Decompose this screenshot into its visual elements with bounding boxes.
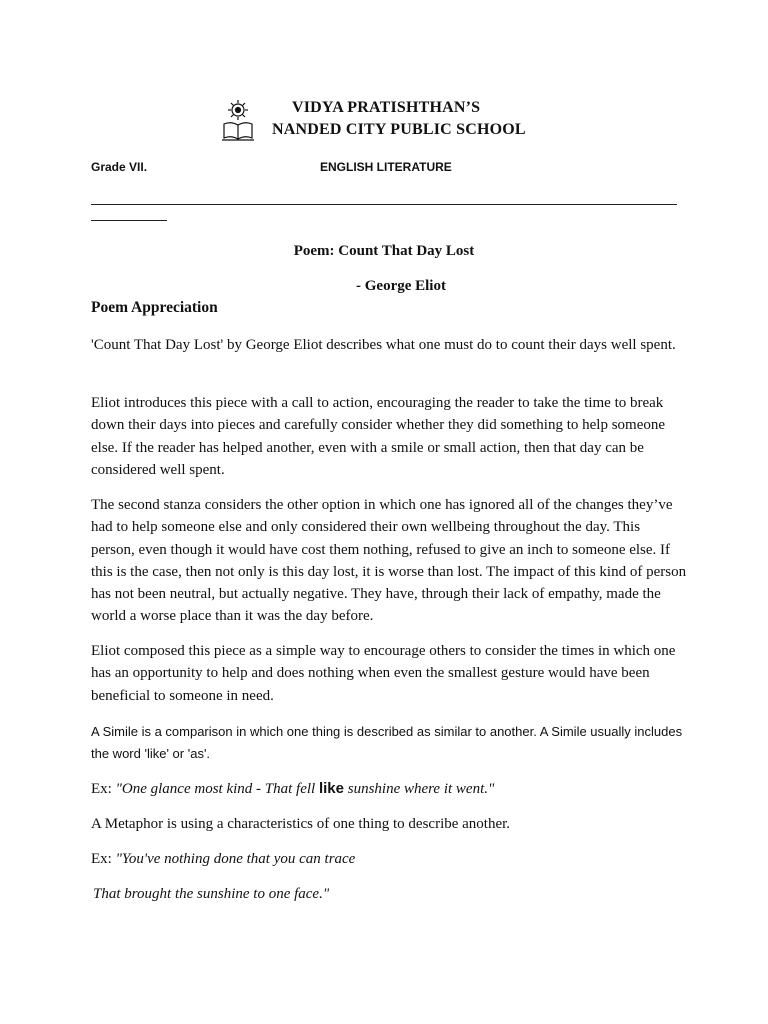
metaphor-example-text1: "You've nothing done that you can trace [115,851,356,867]
simile-example-part1: "One glance most kind - That fell [115,781,319,797]
school-name-line1: VIDYA PRATISHTHAN’S [292,99,481,116]
simile-example-part2: sunshine where it went." [343,781,495,797]
simile-example-prefix: Ex: [91,781,116,797]
school-name-block [272,98,526,142]
subject-label: ENGLISH LITERATURE [320,160,452,174]
school-emblem-icon [218,98,258,144]
school-header [218,98,526,144]
poem-author: - George Eliot [356,278,446,294]
divider-line-tail [91,220,167,221]
poem-title: Poem: Count That Day Lost [293,243,475,259]
simile-example-like: like [318,780,344,797]
simile-definition: A Simile is a comparison in which one thing is described as similar to another. A Simile usually includes the word 'like' or 'as'. [91,724,683,761]
divider-line [91,204,677,205]
paragraph-first-stanza: Eliot introduces this piece with a call to action, encouraging the reader to take the time to break down their days into pieces and carefully consider whether they did something to help someone else. If the reader has helped another, even with a smile or small action, then that day can be considered well spent. [91,395,666,478]
metaphor-example-prefix: Ex: [91,851,116,867]
paragraph-second-stanza: The second stanza considers the other option in which one has ignored all of the changes they’ve had to help someone else and only considered their own wellbeing throughout the day. This person, even though it would have cost them nothing, refused to give an inch to someone else. If this is the case, then not only is this day lost, it is worse than lost. The impact of this kind of person has not been neutral, but actually negative. They have, through their lack of empathy, made the world a worse place than it was the day before. [91,497,687,625]
paragraph-intro: 'Count That Day Lost' by George Eliot describes what one must do to count their days well spent. [91,337,676,353]
metaphor-definition: A Metaphor is using a characteristics of one thing to describe another. [91,816,511,832]
metaphor-example-line2: That brought the sunshine to one face." [93,886,330,902]
metaphor-example-line1 [91,851,355,868]
paragraph-conclusion: Eliot composed this piece as a simple way to encourage others to consider the times in which one has an opportunity to help and does nothing when even the smallest gesture would have been beneficial to someone in need. [91,643,676,704]
grade-label: Grade VII. [91,160,148,174]
section-heading: Poem Appreciation [91,299,218,316]
school-name-line2: NANDED CITY PUBLIC SCHOOL [272,121,526,138]
simile-example [91,780,494,798]
